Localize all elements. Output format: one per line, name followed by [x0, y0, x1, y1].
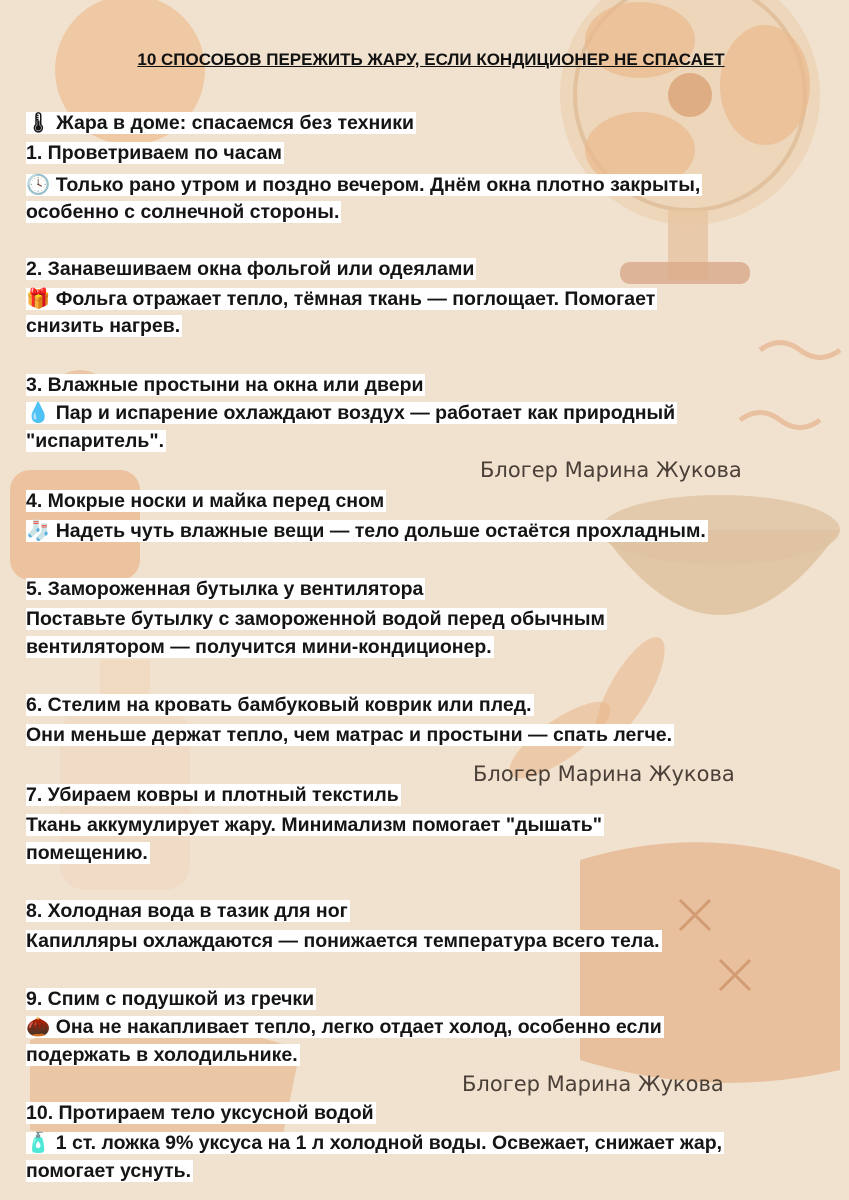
tip-heading: 5. Замороженная бутылка у вентилятора	[26, 578, 424, 600]
tip-heading: 7. Убираем ковры и плотный текстиль	[26, 784, 399, 806]
tip-heading: 6. Стелим на кровать бамбуковый коврик или плед.	[26, 694, 532, 716]
tip-text: 🧴 1 ст. ложка 9% уксуса на 1 л холодной воды. Освежает, снижает жар,	[26, 1132, 723, 1154]
tip-heading: 9. Спим с подушкой из гречки	[26, 988, 315, 1010]
tip-text: Поставьте бутылку с замороженной водой перед обычным	[26, 608, 605, 630]
intro-line: 🌡 Жара в доме: спасаемся без техники	[26, 112, 414, 134]
tip-text: вентилятором — получится мини-кондиционер.	[26, 636, 492, 658]
page-title: 10 СПОСОБОВ ПЕРЕЖИТЬ ЖАРУ, ЕСЛИ КОНДИЦИОНЕР НЕ СПАСАЕТ	[137, 50, 725, 69]
tip-heading: 2. Занавешиваем окна фольгой или одеялами	[26, 258, 475, 280]
tip-text: 🌰 Она не накапливает тепло, легко отдает холод, особенно если	[26, 1016, 662, 1038]
tip-heading: 10. Протираем тело уксусной водой	[26, 1102, 374, 1124]
tip-text: "испаритель".	[26, 430, 165, 452]
tip-text: подержать в холодильнике.	[26, 1044, 298, 1066]
tip-text: 🕓 Только рано утром и поздно вечером. Днём окна плотно закрыты,	[26, 174, 701, 196]
tip-text: особенно с солнечной стороны.	[26, 201, 340, 223]
tip-text: помогает уснуть.	[26, 1160, 192, 1182]
tip-text: Они меньше держат тепло, чем матрас и простыни — спать легче.	[26, 724, 673, 746]
tip-text: Ткань аккумулирует жару. Минимализм помогает "дышать"	[26, 814, 602, 836]
watermark: Блогер Марина Жукова	[462, 1072, 724, 1096]
tip-heading: 8. Холодная вода в тазик для ног	[26, 900, 348, 922]
tip-heading: 3. Влажные простыни на окна или двери	[26, 374, 424, 396]
tip-text: 💧 Пар и испарение охлаждают воздух — работает как природный	[26, 402, 676, 424]
watermark: Блогер Марина Жукова	[473, 762, 735, 786]
tip-heading: 1. Проветриваем по часам	[26, 142, 282, 164]
tip-text: Капилляры охлаждаются — понижается температура всего тела.	[26, 930, 660, 952]
tip-text: 🎁 Фольга отражает тепло, тёмная ткань — поглощает. Помогает	[26, 288, 656, 310]
tip-text: снизить нагрев.	[26, 315, 181, 337]
watermark: Блогер Марина Жукова	[480, 458, 742, 482]
tip-text: 🧦 Надеть чуть влажные вещи — тело дольше остаётся прохладным.	[26, 520, 706, 542]
tip-heading: 4. Мокрые носки и майка перед сном	[26, 490, 385, 512]
tip-text: помещению.	[26, 842, 148, 864]
